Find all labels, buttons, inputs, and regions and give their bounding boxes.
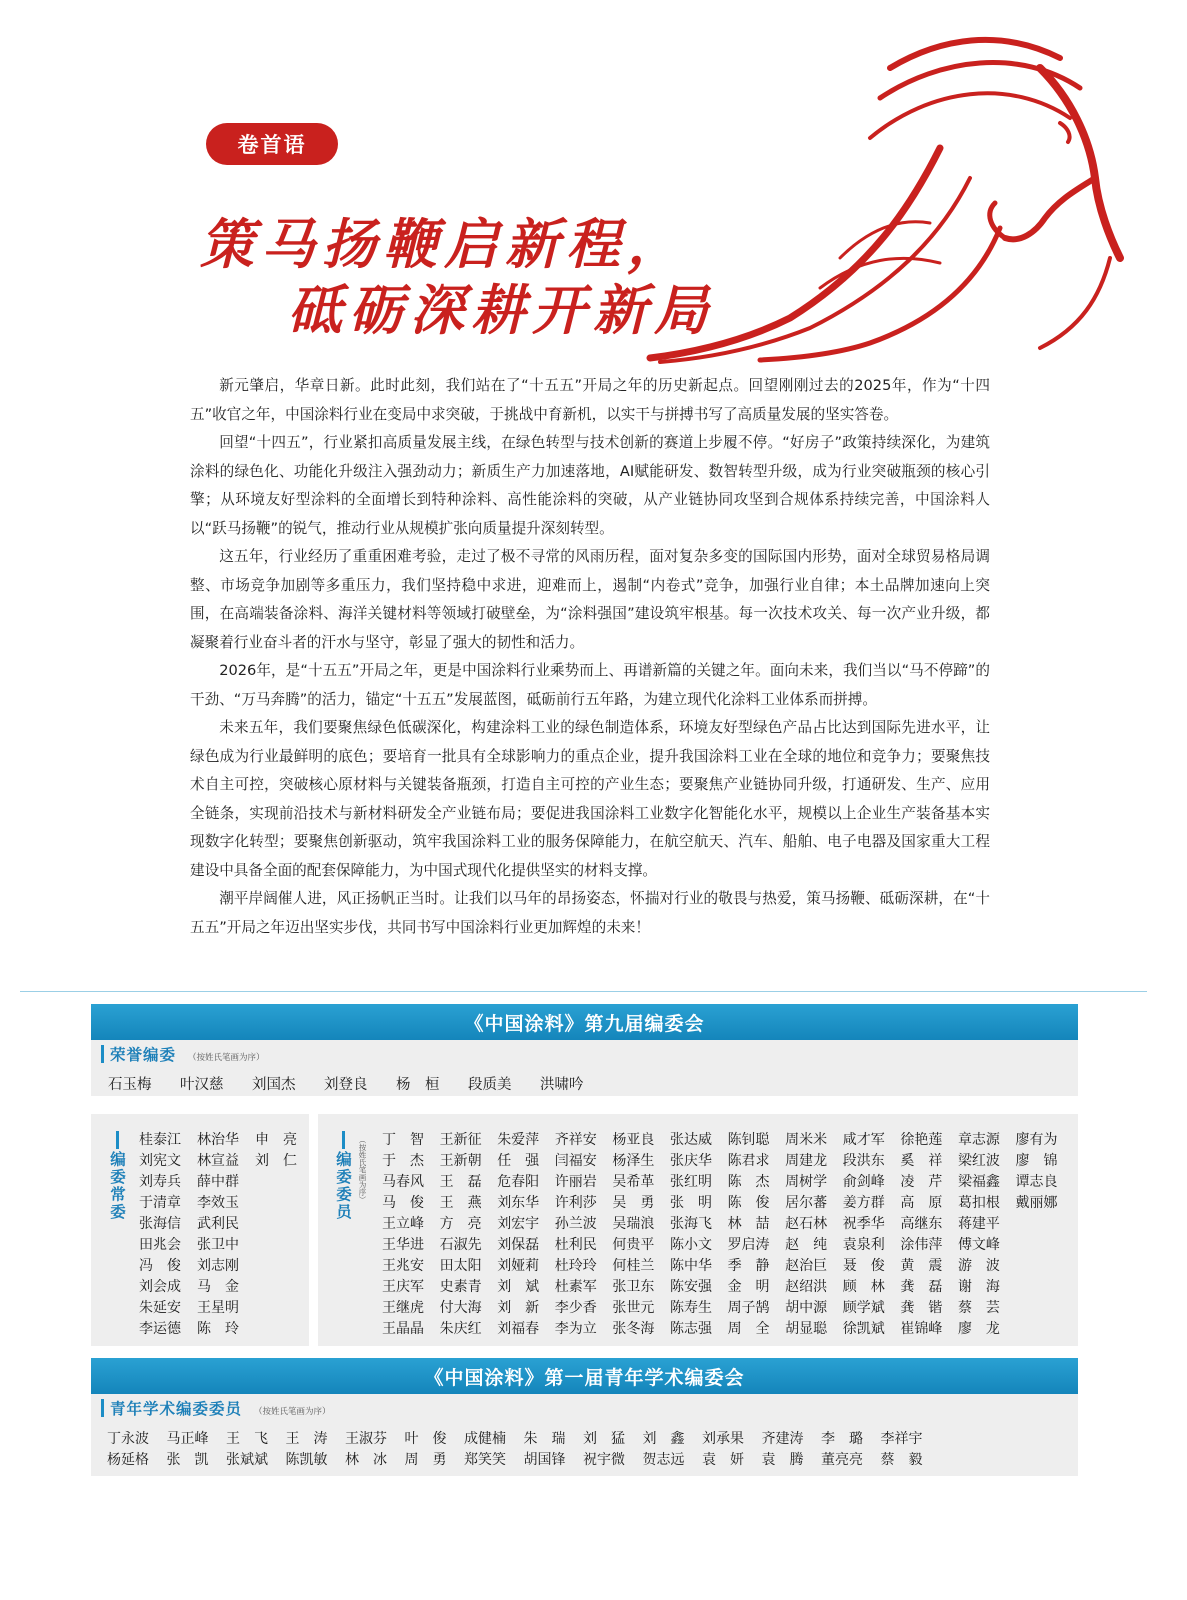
youth-member-name: 王 涛 (285, 1431, 328, 1447)
members-names (382, 1130, 1073, 1340)
youth-member-name: 马正峰 (166, 1431, 209, 1447)
member-name: 黄 震 (900, 1258, 943, 1274)
member-name: 齐祥安 (554, 1132, 597, 1148)
honor-name: 刘登良 (324, 1077, 368, 1093)
member-name: 马春风 (382, 1174, 424, 1190)
member-name: 王华进 (382, 1237, 424, 1253)
member-name: 顾学斌 (842, 1300, 885, 1316)
standing-name: 刘志刚 (197, 1258, 239, 1274)
standing-name: 陈 玲 (197, 1321, 239, 1337)
standing-name: 李运德 (139, 1321, 181, 1337)
member-name: 陈 俊 (727, 1195, 770, 1211)
youth-member-name: 王淑芬 (345, 1431, 387, 1447)
member-name: 廖 锦 (1015, 1153, 1058, 1169)
standing-name: 张卫中 (197, 1237, 239, 1253)
youth-member-name: 刘承果 (702, 1431, 744, 1447)
member-name: 付大海 (439, 1300, 482, 1316)
member-name: 张冬海 (612, 1321, 655, 1337)
member-name: 戴丽娜 (1015, 1195, 1058, 1211)
standing-name: 于清章 (139, 1195, 181, 1211)
member-name: 赵 纯 (785, 1237, 828, 1253)
standing-name (255, 1277, 305, 1298)
standing-name: 张海信 (139, 1216, 181, 1232)
member-name: 陈钊聪 (727, 1132, 770, 1148)
youth-member-name: 丁永波 (107, 1431, 149, 1447)
youth-member-name: 张 凯 (166, 1452, 209, 1468)
member-name: 刘宏宇 (497, 1216, 540, 1232)
member-name: 王晶晶 (382, 1321, 424, 1337)
member-name: 石淑先 (439, 1237, 482, 1253)
member-name: 谭志良 (1015, 1174, 1058, 1190)
member-name: 于 杰 (382, 1153, 424, 1169)
honor-name: 叶汉慈 (180, 1077, 224, 1093)
member-name: 祝季华 (842, 1216, 885, 1232)
member-name: 葛扣根 (957, 1195, 1000, 1211)
standing-name: 刘宪文 (139, 1153, 181, 1169)
standing-name: 申 亮 (255, 1132, 297, 1148)
honor-name: 石玉梅 (108, 1077, 152, 1093)
member-name: 任 强 (497, 1153, 540, 1169)
article-body (190, 372, 990, 942)
member-name: 田太阳 (439, 1258, 482, 1274)
member-name: 徐凯斌 (842, 1321, 885, 1337)
member-name: 咸才军 (842, 1132, 885, 1148)
member-name: 刘福春 (497, 1321, 540, 1337)
honor-label: 荣誉编委 (110, 1046, 177, 1064)
member-name: 何桂兰 (612, 1258, 655, 1274)
member-name: 陈寿生 (669, 1300, 712, 1316)
member-name (1016, 1319, 1074, 1340)
youth-member-name: 李 璐 (821, 1431, 863, 1447)
paragraph: 这五年，行业经历了重重困难考验，走过了极不寻常的风雨历程，面对复杂多变的国际国内形势，面对全球贸易格局调整、市场竞争加剧等多重压力，我们坚持稳中求进，迎难而上，遏制“内卷式”竞争，加强行业自律；本土品牌加速向上突围，在高端装备涂料、海洋关键材料等领域打破壁垒，为“涂料强国”建设筑牢根基。每一次技术攻关、每一次产业升级，都凝聚着行业奋斗者的汗水与坚守，彰显了强大的韧性和活力。 (190, 548, 990, 651)
member-name: 周建龙 (785, 1153, 828, 1169)
member-name: 高继东 (900, 1216, 943, 1232)
youth-member-name: 袁 妍 (702, 1452, 744, 1468)
member-name: 杜利民 (554, 1237, 597, 1253)
member-name: 王 磊 (439, 1174, 482, 1190)
divider (20, 991, 1147, 992)
member-name: 龚 磊 (900, 1279, 943, 1295)
member-name: 张达威 (669, 1132, 712, 1148)
youth-member-name: 祝宇微 (583, 1452, 625, 1468)
member-name: 陈小文 (669, 1237, 712, 1253)
honor-heading (101, 1043, 265, 1065)
member-name: 廖有为 (1015, 1132, 1058, 1148)
member-name: 周米米 (785, 1132, 828, 1148)
standing-name (255, 1319, 305, 1340)
member-name: 林 喆 (727, 1216, 770, 1232)
youth-member-name: 贺志远 (642, 1452, 685, 1468)
member-name: 梁福鑫 (957, 1174, 1000, 1190)
member-name: 蒋建平 (957, 1216, 1000, 1232)
honor-note: （按姓氏笔画为序） (188, 1053, 265, 1063)
youth-member-name: 成健楠 (464, 1431, 506, 1447)
member-name: 周树学 (785, 1174, 828, 1190)
member-name: 杜素军 (554, 1279, 597, 1295)
standing-name: 刘 仁 (255, 1153, 297, 1169)
standing-name: 马 金 (197, 1279, 239, 1295)
member-name: 王继虎 (382, 1300, 424, 1316)
horse-illustration-icon (640, 28, 1140, 368)
member-name: 张世元 (612, 1300, 655, 1316)
member-name: 马 俊 (382, 1195, 424, 1211)
youth-title-band: 《中国涂料》第一届青年学术编委会 (91, 1358, 1078, 1394)
standing-name: 李效玉 (197, 1195, 239, 1211)
honor-name: 洪啸吟 (540, 1077, 584, 1093)
youth-member-name: 王 飞 (226, 1431, 268, 1447)
standing-name: 冯 俊 (139, 1258, 181, 1274)
member-name: 刘娅莉 (497, 1258, 540, 1274)
youth-member-name: 朱 瑞 (523, 1431, 566, 1447)
member-name: 杨亚良 (612, 1132, 655, 1148)
paragraph: 新元肇启，华章日新。此时此刻，我们站在了“十五五”开局之年的历史新起点。回望刚刚过去的2025年，作为“十四五”收官之年，中国涂料行业在变局中求突破，于挑战中育新机，以实干与拼搏书写了高质量发展的坚实答卷。 (190, 377, 990, 423)
standing-name: 朱延安 (139, 1300, 181, 1316)
member-name: 李少香 (554, 1300, 597, 1316)
member-name: 梁红波 (957, 1153, 1000, 1169)
member-name: 何贵平 (612, 1237, 655, 1253)
member-name: 陈中华 (669, 1258, 712, 1274)
member-name: 杜玲玲 (554, 1258, 597, 1274)
youth-member-name: 蔡 毅 (880, 1452, 923, 1468)
member-name: 龚 锴 (900, 1300, 943, 1316)
youth-member-name: 胡国锋 (523, 1452, 566, 1468)
member-name: 胡中源 (785, 1300, 828, 1316)
member-name: 刘东华 (497, 1195, 540, 1211)
member-name: 陈志强 (669, 1321, 712, 1337)
member-name: 史素青 (439, 1279, 482, 1295)
paragraph: 2026年，是“十五五”开局之年，更是中国涂料行业乘势而上、再谱新篇的关键之年。面向未来，我们当以“马不停蹄”的干劲、“万马奔腾”的活力，锚定“十五五”发展蓝图，砥砺前行五年路，为建立现代化涂料工业体系而拼搏。 (190, 662, 990, 708)
member-name: 傅文峰 (957, 1237, 1000, 1253)
member-name: 涂伟萍 (900, 1237, 943, 1253)
standing-name (255, 1298, 305, 1319)
youth-member-name: 叶 俊 (404, 1431, 447, 1447)
member-name: 奚 祥 (900, 1153, 943, 1169)
standing-name: 刘会成 (139, 1279, 181, 1295)
member-name (1016, 1277, 1074, 1298)
board-title-band: 《中国涂料》第九届编委会 (91, 1004, 1078, 1040)
standing-name (255, 1172, 305, 1193)
youth-label: 青年学术编委委员 (110, 1400, 243, 1418)
standing-label: 编委常委 (108, 1151, 126, 1221)
member-name: 陈安强 (669, 1279, 712, 1295)
standing-name (255, 1193, 305, 1214)
member-name: 朱庆红 (439, 1321, 482, 1337)
members-note: （按姓氏笔画为序） (358, 1136, 367, 1204)
headline-line-1: 策马扬鞭启新程， (200, 212, 688, 276)
standing-names (139, 1130, 305, 1340)
member-name: 居尔蕃 (785, 1195, 828, 1211)
youth-member-name: 李祥宇 (880, 1431, 923, 1447)
youth-member-name: 林 冰 (345, 1452, 387, 1468)
member-name: 刘 新 (497, 1300, 540, 1316)
youth-member-name: 齐建涛 (761, 1431, 804, 1447)
member-name: 罗启涛 (727, 1237, 770, 1253)
member-name: 张庆华 (669, 1153, 712, 1169)
youth-member-name: 郑笑笑 (464, 1452, 506, 1468)
member-name: 周子鹄 (727, 1300, 770, 1316)
member-name: 周 全 (727, 1321, 770, 1337)
member-name: 袁泉利 (842, 1237, 885, 1253)
member-name: 王新朝 (439, 1153, 482, 1169)
member-name: 吴 勇 (612, 1195, 655, 1211)
member-name: 王兆安 (382, 1258, 424, 1274)
member-name: 崔锦峰 (900, 1321, 943, 1337)
member-name: 刘 斌 (497, 1279, 540, 1295)
honor-name: 杨 桓 (396, 1077, 440, 1093)
member-name: 徐艳莲 (900, 1132, 943, 1148)
member-name: 陈君求 (727, 1153, 770, 1169)
youth-member-name: 张斌斌 (226, 1452, 268, 1468)
standing-name: 田兆会 (139, 1237, 181, 1253)
paragraph: 回望“十四五”，行业紧扣高质量发展主线，在绿色转型与技术创新的赛道上步履不停。“好房子”政策持续深化，为建筑涂料的绿色化、功能化升级注入强劲动力；新质生产力加速落地，AI赋能研发、数智转型升级，成为行业突破瓶颈的核心引擎；从环境友好型涂料的全面增长到特种涂料、高性能涂料的突破，从产业链协同攻坚到合规体系持续完善，中国涂料人以“跃马扬鞭”的锐气，推动行业从规模扩张向质量提升深刻转型。 (190, 434, 990, 537)
member-name: 金 明 (727, 1279, 770, 1295)
member-name: 胡显聪 (785, 1321, 828, 1337)
member-name: 章志源 (957, 1132, 1000, 1148)
member-name: 吴希革 (612, 1174, 655, 1190)
member-name: 张红明 (669, 1174, 712, 1190)
youth-member-name: 杨延格 (107, 1452, 149, 1468)
standing-name: 薛中群 (197, 1174, 239, 1190)
youth-member-name: 周 勇 (404, 1452, 447, 1468)
member-name: 张海飞 (669, 1216, 712, 1232)
youth-member-name: 刘 猛 (583, 1431, 625, 1447)
standing-name: 刘寿兵 (139, 1174, 181, 1190)
member-name: 李为立 (554, 1321, 597, 1337)
member-name: 高 原 (900, 1195, 943, 1211)
headline-line-2: 砥砺深耕开新局 (288, 278, 715, 342)
youth-member-name: 刘 鑫 (642, 1431, 685, 1447)
youth-member-name: 董亮亮 (821, 1452, 863, 1468)
member-name: 危春阳 (497, 1174, 540, 1190)
member-name (1016, 1298, 1074, 1319)
section-badge: 卷首语 (206, 123, 338, 165)
youth-names (107, 1429, 940, 1471)
paragraph: 潮平岸阔催人进，风正扬帆正当时。让我们以马年的昂扬姿态，怀揣对行业的敬畏与热爱，策马扬鞭、砥砺深耕，在“十五五”开局之年迈出坚实步伐，共同书写中国涂料行业更加辉煌的未来！ (190, 890, 990, 936)
member-name: 张 明 (669, 1195, 712, 1211)
member-name: 顾 林 (842, 1279, 885, 1295)
youth-member-name: 袁 腾 (761, 1452, 804, 1468)
honor-name: 刘国杰 (252, 1077, 296, 1093)
member-name: 闫福安 (554, 1153, 597, 1169)
member-name (1016, 1256, 1074, 1277)
standing-name (255, 1256, 305, 1277)
standing-name (255, 1235, 305, 1256)
member-name: 凌 芹 (900, 1174, 943, 1190)
member-name: 许利莎 (554, 1195, 597, 1211)
standing-name (255, 1214, 305, 1235)
member-name (1016, 1235, 1074, 1256)
member-name: 朱爱萍 (497, 1132, 540, 1148)
member-name: 陈 杰 (727, 1174, 770, 1190)
member-name: 赵治巨 (785, 1258, 828, 1274)
member-name: 聂 俊 (842, 1258, 885, 1274)
member-name: 王庆军 (382, 1279, 424, 1295)
member-name: 游 波 (957, 1258, 1000, 1274)
member-name: 孙兰波 (554, 1216, 597, 1232)
members-heading (333, 1131, 353, 1221)
honor-name: 段质美 (468, 1077, 512, 1093)
members-label: 编委委员 (334, 1151, 352, 1221)
member-name: 蔡 芸 (957, 1300, 1000, 1316)
member-name: 王新征 (439, 1132, 482, 1148)
member-name: 许丽岩 (554, 1174, 597, 1190)
member-name: 王 燕 (439, 1195, 482, 1211)
member-name: 谢 海 (957, 1279, 1000, 1295)
paragraph: 未来五年，我们要聚焦绿色低碳深化，构建涂料工业的绿色制造体系，环境友好型绿色产品占比达到国际先进水平，让绿色成为行业最鲜明的底色；要培育一批具有全球影响力的重点企业，提升我国涂料工业在全球的地位和竞争力；要聚焦技术自主可控，突破核心原材料与关键装备瓶颈，打造自主可控的产业生态；要聚焦产业链协同升级，打通研发、生产、应用全链条，实现前沿技术与新材料研发全产业链布局；要促进我国涂料工业数字化智能化水平，规模以上企业生产装备基本实现数字化转型；要聚焦创新驱动，筑牢我国涂料工业的服务保障能力，在航空航天、汽车、船舶、电子电器及国家重大工程建设中具备全面的配套保障能力，为中国式现代化提供坚实的材料支撑。 (190, 719, 990, 879)
youth-note: （按姓氏笔画为序） (254, 1407, 331, 1417)
youth-member-name: 陈凯敏 (285, 1452, 328, 1468)
member-name: 王立峰 (382, 1216, 424, 1232)
member-name: 段洪东 (842, 1153, 885, 1169)
member-name: 俞剑峰 (842, 1174, 885, 1190)
member-name (1016, 1214, 1074, 1235)
member-name: 方 亮 (439, 1216, 482, 1232)
member-name: 季 静 (727, 1258, 770, 1274)
member-name: 赵绍洪 (785, 1279, 828, 1295)
honor-names (108, 1073, 612, 1094)
standing-name: 桂泰江 (139, 1132, 181, 1148)
member-name: 刘保磊 (497, 1237, 540, 1253)
standing-name: 王星明 (197, 1300, 239, 1316)
member-name: 吴瑞浪 (612, 1216, 655, 1232)
standing-name: 林治华 (197, 1132, 239, 1148)
member-name: 杨泽生 (612, 1153, 655, 1169)
standing-name: 武利民 (197, 1216, 239, 1232)
youth-heading (101, 1397, 331, 1419)
member-name: 张卫东 (612, 1279, 655, 1295)
standing-heading (107, 1131, 127, 1221)
standing-name: 林宣益 (197, 1153, 239, 1169)
member-name: 赵石林 (785, 1216, 828, 1232)
member-name: 丁 智 (382, 1132, 424, 1148)
member-name: 姜方群 (842, 1195, 885, 1211)
member-name: 廖 龙 (957, 1321, 1000, 1337)
